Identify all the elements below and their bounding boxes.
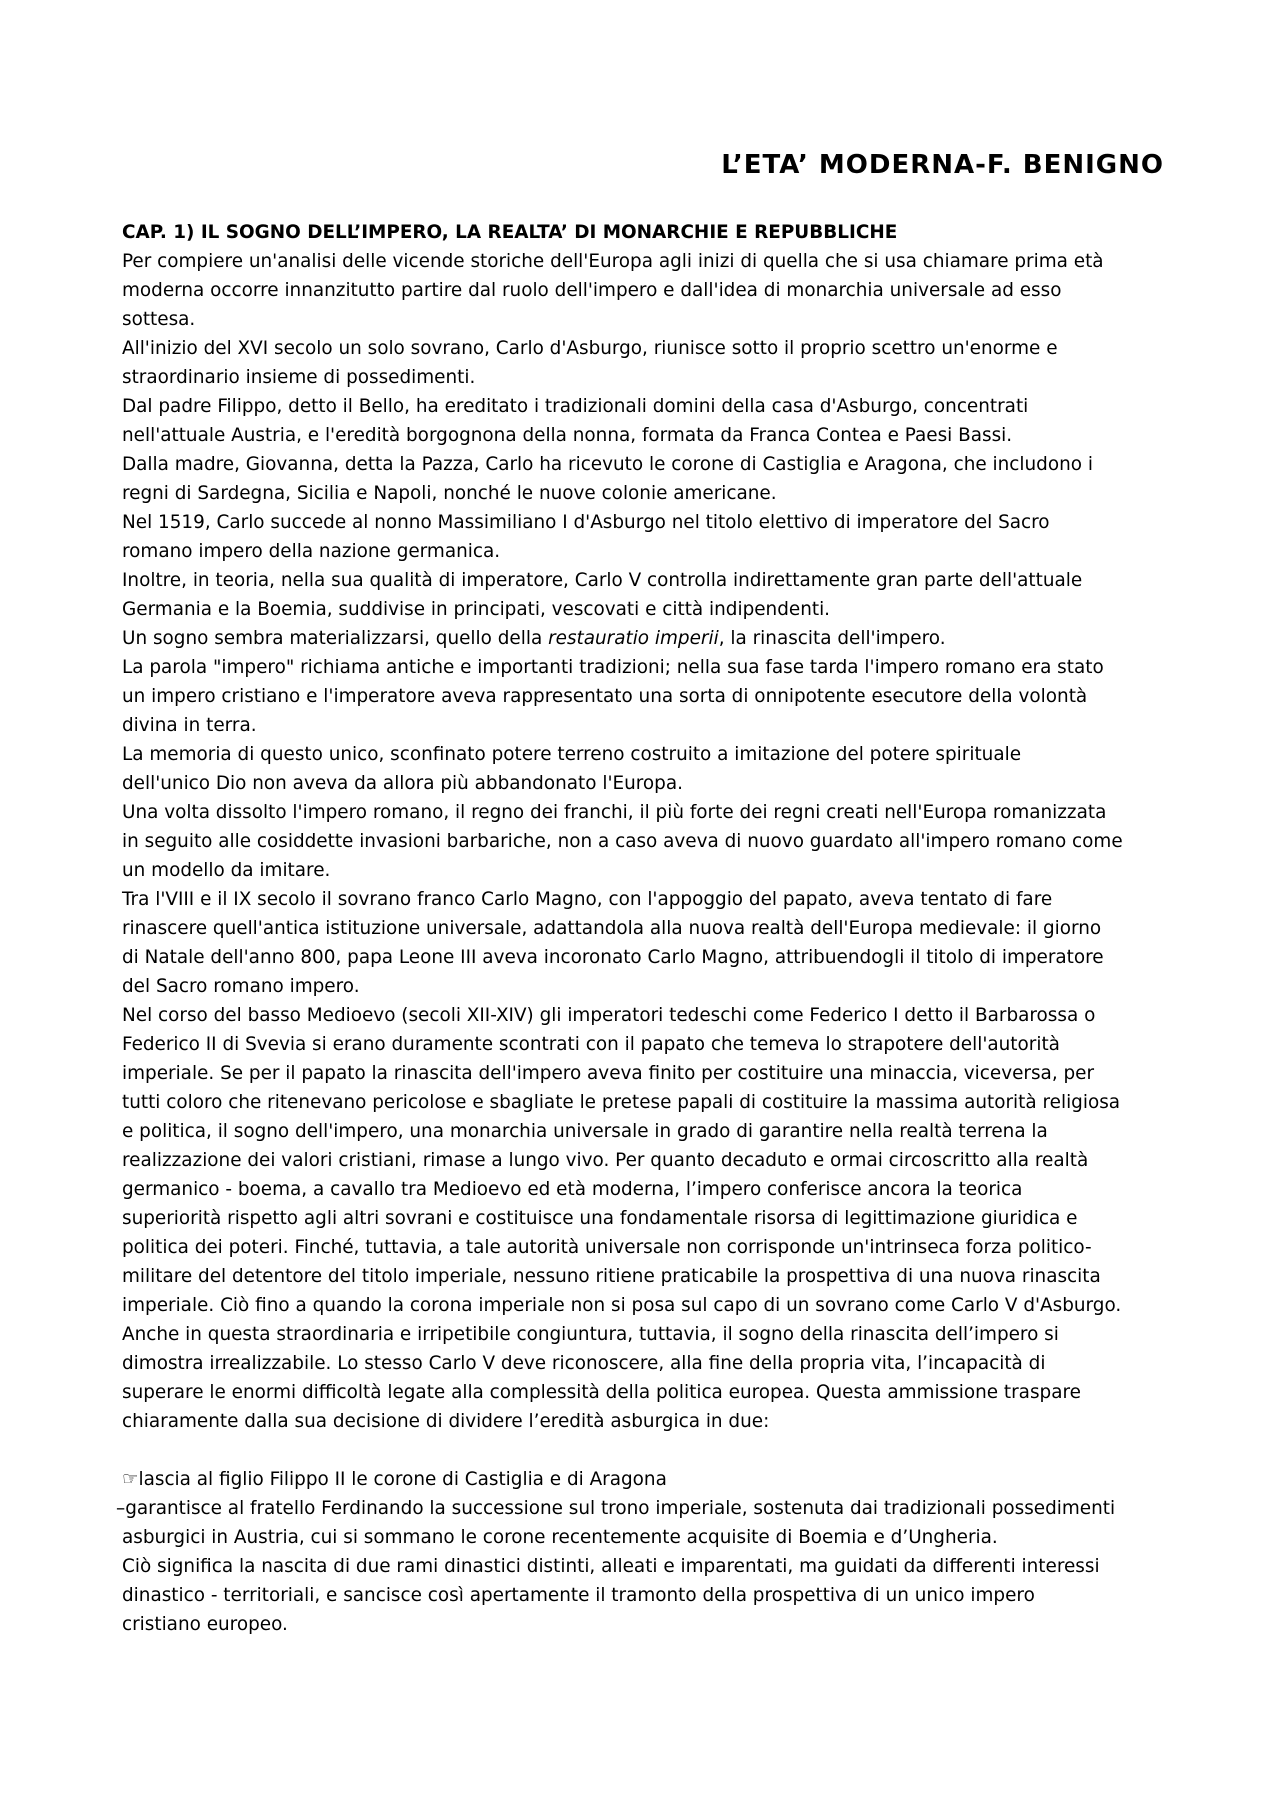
paragraph-line: imperiale. Se per il papato la rinascita dell'impero aveva finito per costituire una minaccia, viceversa, per — [122, 1063, 1095, 1084]
paragraph-line: militare del detentore del titolo imperiale, nessuno ritiene praticabile la prospettiva di una nuova rinascita — [122, 1266, 1101, 1287]
list-item: –garantisce al fratello Ferdinando la successione sul trono imperiale, sostenuta dai tradizionali possedimenti — [116, 1498, 1116, 1519]
paragraph-line: superiorità rispetto agli altri sovrani e costituisce una fondamentale risorsa di legittimazione giuridica e — [122, 1208, 1078, 1229]
paragraph-line: Dal padre Filippo, detto il Bello, ha ereditato i tradizionali domini della casa d'Asburgo, concentrati — [122, 396, 1029, 417]
paragraph-line: All'inizio del XVI secolo un solo sovrano, Carlo d'Asburgo, riunisce sotto il proprio scettro un'enorme e — [122, 338, 1058, 359]
paragraph-line: Tra l'VIII e il IX secolo il sovrano franco Carlo Magno, con l'appoggio del papato, aveva tentato di fare — [122, 889, 1053, 910]
document-body — [116, 218, 1164, 1639]
paragraph-line: Anche in questa straordinaria e irripetibile congiuntura, tuttavia, il sogno della rinascita dell’impero si — [122, 1324, 1059, 1345]
paragraph-line: Nel 1519, Carlo succede al nonno Massimiliano I d'Asburgo nel titolo elettivo di imperatore del Sacro — [122, 512, 1050, 533]
restauratio-line — [122, 624, 1164, 653]
paragraph-line: Dalla madre, Giovanna, detta la Pazza, Carlo ha ricevuto le corone di Castiglia e Aragona, che includono i — [122, 454, 1093, 475]
paragraph-line: dell'unico Dio non aveva da allora più abbandonato l'Europa. — [122, 773, 683, 794]
paragraph-line: nell'attuale Austria, e l'eredità borgognona della nonna, formata da Franca Contea e Paesi Bassi. — [122, 425, 1013, 446]
paragraph-line: Ciò significa la nascita di due rami dinastici distinti, alleati e imparentati, ma guidati da differenti interessi — [122, 1556, 1100, 1577]
paragraph-line: moderna occorre innanzitutto partire dal ruolo dell'impero e dall'idea di monarchia universale ad esso — [122, 280, 1062, 301]
list-item-continuation: asburgici in Austria, cui si sommano le corone recentemente acquisite di Boemia e d’Ungheria. — [122, 1527, 998, 1548]
blank-line — [122, 1436, 1164, 1465]
paragraph-line: cristiano europeo. — [122, 1614, 288, 1635]
restauratio-italic-term: restauratio imperii — [548, 628, 719, 649]
paragraph-line: Germania e la Boemia, suddivise in principati, vescovati e città indipendenti. — [122, 599, 831, 620]
paragraph-line: divina in terra. — [122, 715, 257, 736]
paragraph-line: Federico II di Svevia si erano duramente scontrati con il papato che temeva lo strapotere dell'autorità — [122, 1034, 1060, 1055]
paragraph-line: un modello da imitare. — [122, 860, 331, 881]
restauratio-text-before: Un sogno sembra materializzarsi, quello della — [122, 628, 549, 649]
document-title: L’ETA’ MODERNA-F. BENIGNO — [721, 150, 1164, 180]
paragraph-line: del Sacro romano impero. — [122, 976, 360, 997]
paragraph-line: chiaramente dalla sua decisione di dividere l’eredità asburgica in due: — [122, 1411, 770, 1432]
paragraph-line: politica dei poteri. Finché, tuttavia, a tale autorità universale non corrisponde un'intrinseca forza politico- — [122, 1237, 1092, 1258]
paragraph-line: sottesa. — [122, 309, 196, 330]
paragraph-line: romano impero della nazione germanica. — [122, 541, 501, 562]
paragraph-line: superare le enormi difficoltà legate alla complessità della politica europea. Questa ammissione traspare — [122, 1382, 1081, 1403]
paragraph-line: in seguito alle cosiddette invasioni barbariche, non a caso aveva di nuovo guardato all'impero romano come — [122, 831, 1123, 852]
paragraph-line: e politica, il sogno dell'impero, una monarchia universale in grado di garantire nella realtà terrena la — [122, 1121, 1048, 1142]
paragraph-line: straordinario insieme di possedimenti. — [122, 367, 476, 388]
paragraph-line: La memoria di questo unico, sconfinato potere terreno costruito a imitazione del potere spirituale — [122, 744, 1022, 765]
paragraph-line: dinastico - territoriali, e sancisce così apertamente il tramonto della prospettiva di un unico impero — [122, 1585, 1035, 1606]
chapter-heading: CAP. 1) IL SOGNO DELL’IMPERO, LA REALTA’ DI MONARCHIE E REPUBBLICHE — [122, 222, 898, 243]
paragraph-line: un impero cristiano e l'imperatore aveva rappresentato una sorta di onnipotente esecutore della volontà — [122, 686, 1088, 707]
paragraph-line: germanico - boema, a cavallo tra Medioevo ed età moderna, l’impero conferisce ancora la teorica — [122, 1179, 1023, 1200]
list-item: ☞lascia al figlio Filippo II le corone di Castiglia e di Aragona — [122, 1469, 667, 1490]
paragraph-line: Inoltre, in teoria, nella sua qualità di imperatore, Carlo V controlla indirettamente gran parte dell'attuale — [122, 570, 1083, 591]
paragraph-line: tutti coloro che ritenevano pericolose e sbagliate le pretese papali di costituire la massima autorità religiosa — [122, 1092, 1121, 1113]
paragraph-line: imperiale. Ciò fino a quando la corona imperiale non si posa sul capo di un sovrano come Carlo V d'Asburgo. — [122, 1295, 1122, 1316]
paragraph-line: di Natale dell'anno 800, papa Leone III aveva incoronato Carlo Magno, attribuendogli il titolo di imperatore — [122, 947, 1104, 968]
paragraph-line: dimostra irrealizzabile. Lo stesso Carlo V deve riconoscere, alla fine della propria vita, l’incapacità di — [122, 1353, 1046, 1374]
paragraph-line: rinascere quell'antica istituzione universale, adattandola alla nuova realtà dell'Europa medievale: il giorno — [122, 918, 1102, 939]
paragraph-line: Nel corso del basso Medioevo (secoli XII-XIV) gli imperatori tedeschi come Federico I detto il Barbarossa o — [122, 1005, 1096, 1026]
paragraph-line: regni di Sardegna, Sicilia e Napoli, nonché le nuove colonie americane. — [122, 483, 777, 504]
paragraph-line: realizzazione dei valori cristiani, rimase a lungo vivo. Per quanto decaduto e ormai circoscritto alla realtà — [122, 1150, 1089, 1171]
paragraph-line: Una volta dissolto l'impero romano, il regno dei franchi, il più forte dei regni creati nell'Europa romanizzata — [122, 802, 1107, 823]
paragraph-line: Per compiere un'analisi delle vicende storiche dell'Europa agli inizi di quella che si usa chiamare prima età — [122, 251, 1104, 272]
restauratio-text-after: , la rinascita dell'impero. — [718, 628, 946, 649]
paragraph-line: La parola "impero" richiama antiche e importanti tradizioni; nella sua fase tarda l'impero romano era stato — [122, 657, 1104, 678]
